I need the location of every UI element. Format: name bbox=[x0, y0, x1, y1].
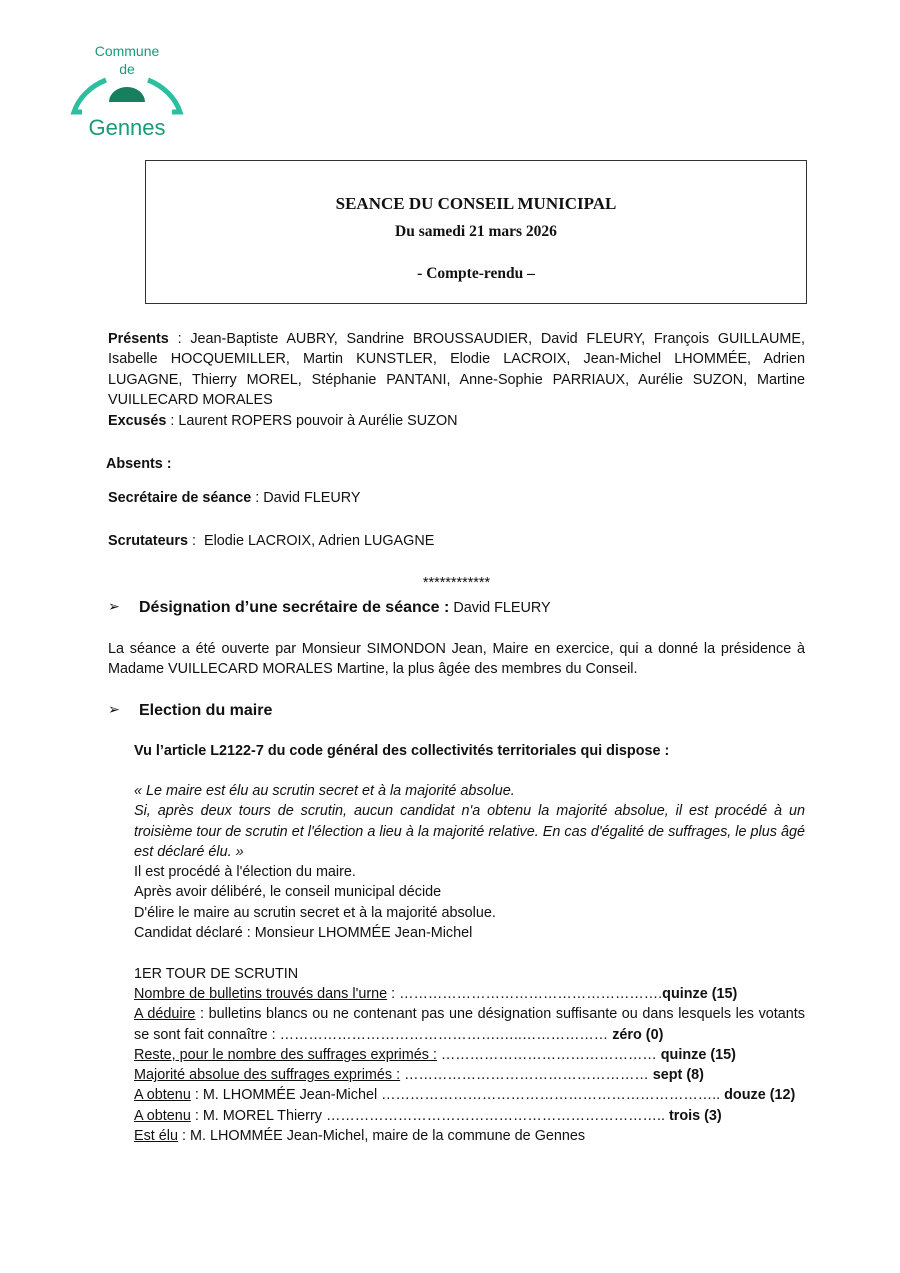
section-election-title: Election du maire bbox=[139, 702, 273, 719]
section-designation-value: David FLEURY bbox=[449, 600, 551, 616]
presents-paragraph bbox=[108, 329, 805, 410]
result-leader: ……………………………………… bbox=[436, 1046, 661, 1063]
quote-line: « Le maire est élu au scrutin secret et à la majorité absolue. bbox=[134, 783, 515, 799]
section-designation bbox=[139, 598, 805, 618]
result-leader: : M. MOREL Thierry …………………………………………………………….. bbox=[190, 1107, 669, 1124]
tour-title: 1ER TOUR DE SCRUTIN bbox=[134, 966, 299, 982]
result-leader: : bulletins blancs ou ne contenant pas une désignation suffisante ou dans lesquels les votants se sont fait connaître : ……………………………………….…..……………… bbox=[134, 1006, 806, 1043]
scrutateurs-value: : Elodie LACROIX, Adrien LUGAGNE bbox=[187, 533, 435, 549]
result-row bbox=[134, 1085, 805, 1105]
article-quote bbox=[134, 781, 805, 862]
results-list bbox=[134, 984, 805, 1146]
scrutateurs-line bbox=[108, 531, 805, 551]
result-row bbox=[134, 1106, 805, 1126]
result-row bbox=[134, 984, 805, 1004]
deliberation-lines bbox=[134, 862, 805, 943]
session-date: Du samedi 21 mars 2026 bbox=[395, 223, 557, 240]
result-value: trois (3) bbox=[668, 1107, 722, 1124]
result-leader: …………………………………………… bbox=[400, 1067, 653, 1084]
section-designation-title: Désignation d’une secrétaire de séance : bbox=[139, 599, 450, 616]
result-label: Est élu bbox=[134, 1128, 178, 1145]
result-leader: : ………………………………………………. bbox=[387, 986, 663, 1002]
separator: ************ bbox=[422, 575, 491, 591]
title-box bbox=[145, 160, 807, 304]
result-value: douze (12) bbox=[724, 1087, 796, 1104]
result-leader: : M. LHOMMÉE Jean-Michel, maire de la commune de Gennes bbox=[178, 1128, 586, 1145]
secretaire-line bbox=[108, 488, 805, 508]
arrow-bullet-icon: ➢ bbox=[108, 701, 120, 717]
result-value: quinze (15) bbox=[660, 1046, 736, 1063]
result-label: Nombre de bulletins trouvés dans l'urne bbox=[134, 986, 388, 1002]
excuses-label: Excusés bbox=[108, 413, 167, 429]
document-subtitle: - Compte-rendu – bbox=[417, 265, 535, 282]
presents-label: Présents bbox=[108, 331, 169, 347]
result-value: sept (8) bbox=[652, 1067, 704, 1084]
result-row bbox=[134, 1045, 805, 1065]
deliberation-line: Après avoir délibéré, le conseil municipal décide bbox=[134, 884, 442, 901]
opening-paragraph: La séance a été ouverte par Monsieur SIMONDON Jean, Maire en exercice, qui a donné la présidence à Madame VUILLECARD MORALES Martine, la plus âgée des membres du Conseil. bbox=[108, 641, 805, 678]
absents-label: Absents : bbox=[106, 456, 172, 472]
commune-logo bbox=[64, 32, 190, 140]
deliberation-line: Il est procédé à l'élection du maire. bbox=[134, 864, 356, 880]
result-label: A obtenu bbox=[134, 1107, 191, 1124]
result-label: A déduire bbox=[134, 1006, 196, 1023]
document-title: SEANCE DU CONSEIL MUNICIPAL bbox=[335, 194, 617, 213]
deliberation-line: D'élire le maire au scrutin secret et à la majorité absolue. bbox=[134, 904, 496, 921]
scrutateurs-label: Scrutateurs bbox=[108, 533, 188, 549]
excuses-line bbox=[108, 411, 805, 431]
result-row bbox=[134, 1065, 805, 1085]
result-value: zéro (0) bbox=[612, 1026, 664, 1043]
result-leader: : M. LHOMMÉE Jean-Michel …………………………………………………………….. bbox=[190, 1087, 725, 1104]
result-row bbox=[134, 1004, 805, 1045]
quote-rest: Si, après deux tours de scrutin, aucun candidat n'a obtenu la majorité absolue, il est procédé à un troisième tour de scrutin et l'élection a lieu à la majorité relative. En cas d'égalité de suffrages, le plus âgé est déclaré élu. » bbox=[134, 803, 805, 860]
arrow-bullet-icon: ➢ bbox=[108, 598, 120, 614]
svg-text:Gennes: Gennes bbox=[88, 115, 166, 140]
candidate-line: Candidat déclaré : Monsieur LHOMMÉE Jean-Michel bbox=[134, 924, 473, 941]
svg-text:de: de bbox=[119, 61, 135, 77]
result-label: Majorité absolue des suffrages exprimés : bbox=[134, 1067, 401, 1084]
excuses-value: : Laurent ROPERS pouvoir à Aurélie SUZON bbox=[166, 413, 458, 429]
presents-list: : Jean-Baptiste AUBRY, Sandrine BROUSSAUDIER, David FLEURY, François GUILLAUME, Isabelle HOCQUEMILLER, Martin KUNSTLER, Elodie LACROIX, Jean-Michel LHOMMÉE, Adrien LUGAGNE, Thierry MOREL, Stéphanie PANTANI, Anne-Sophie PARRIAUX, Aurélie SUZON, Martine VUILLECARD MORALES bbox=[108, 331, 805, 408]
result-label: A obtenu bbox=[134, 1087, 191, 1104]
result-row bbox=[134, 1126, 805, 1146]
svg-text:Commune: Commune bbox=[94, 43, 160, 59]
article-reference: Vu l’article L2122-7 du code général des collectivités territoriales qui dispose : bbox=[134, 743, 670, 759]
secretaire-label: Secrétaire de séance bbox=[108, 490, 252, 506]
result-value: quinze (15) bbox=[662, 986, 738, 1002]
result-label: Reste, pour le nombre des suffrages exprimés : bbox=[134, 1046, 437, 1063]
absents-line bbox=[106, 454, 803, 474]
secretaire-value: : David FLEURY bbox=[251, 490, 361, 506]
